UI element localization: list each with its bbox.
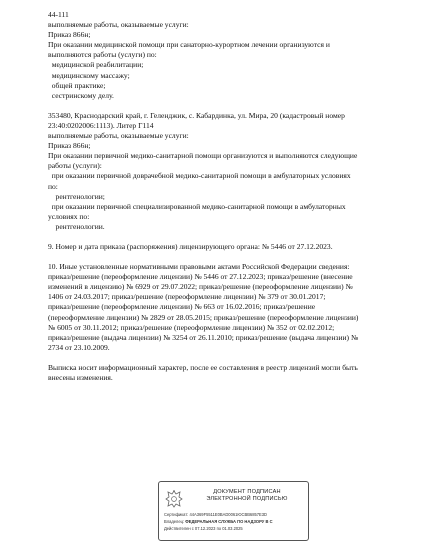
doc-line: работы (услуги): [48,161,102,171]
owner-line [164,519,309,524]
doc-line: приказ/решение (выдача лицензии) № 3254 от 26.11.2010; приказ/решение (выдача лицензии) № [48,332,359,342]
doc-line: выполняемые работы, оказываемые услуги: [48,131,189,141]
doc-line: 10. Иные установленные нормативными правовыми актами Российской Федерации сведения: [48,262,350,272]
disclaimer-section [48,363,400,383]
doc-line: выполняемые работы, оказываемые услуги: [48,20,189,30]
certificate-label: Сертификат: [164,512,189,517]
doc-line: Выписка носит информационный характер, после ее составления в реестр лицензий могли быть [48,362,358,372]
doc-line: (переоформление лицензии) № 2829 от 28.05.2015; приказ/решение (переоформление лицензии) [48,312,359,322]
doc-line: при оказании первичной доврачебной медико-санитарной помощи в амбулаторных условиях [48,171,351,181]
doc-line: рентгенологии; [48,191,105,201]
doc-line: медицинскому массажу; [48,70,130,80]
doc-line: 9. Номер и дата приказа (распоряжения) лицензирующего органа: № 5446 от 27.12.2023. [48,241,333,251]
paragraph-gap [48,101,400,111]
doc-line: При оказании медицинской помощи при санаторно-курортном лечении организуются и [48,40,330,50]
certificate-value: 44A369F5511E0BAD0061ЮСВВ6857E3D [189,512,267,517]
doc-line: медицинской реабилитации; [48,60,144,70]
paragraph-gap [48,252,400,262]
doc-line: 23:40:0202006:1113). Литер Г114 [48,120,154,130]
doc-line: При оказании первичной медико-санитарной помощи организуются и выполняются следующие [48,151,358,161]
doc-line: Приказ 866н; [48,141,91,151]
owner-value: ФЕДЕРАЛЬНАЯ СЛУЖБА ПО НАДЗОРУ В С [185,519,273,524]
doc-line: изменений в лицензию) № 6929 от 29.07.2022; приказ/решение (переоформление лицензии) № [48,282,353,292]
doc-line: 353480, Краснодарский край, г. Геленджик, с. Кабардинка, ул. Мира, 20 (кадастровый номер [48,110,345,120]
order-number-section [48,242,400,252]
doc-line: приказ/решение (переоформление лицензии) № 5446 от 27.12.2023; приказ/решение (внесение [48,272,353,282]
doc-line: 2734 от 23.10.2009. [48,342,110,352]
doc-line: 1406 от 24.03.2017; приказ/решение (переоформление лицензии) № 379 от 30.01.2017; [48,292,326,302]
other-info-section [48,262,400,353]
doc-line: сестринскому делу. [48,90,114,100]
doc-line: условиях по: [48,211,90,221]
validity-line: Действителен с 07.12.2023 по 01.03.2025 [164,526,243,531]
stamp-title [187,489,307,503]
paragraph-gap [48,232,400,242]
document-body [48,10,400,383]
doc-line: приказ/решение (переоформление лицензии) № 663 от 16.02.2016; приказ/решение [48,302,316,312]
doc-line: № 6005 от 30.11.2012; приказ/решение (переоформление лицензии) № 352 от 02.02.2012; [48,322,335,332]
certificate-line [164,512,309,517]
doc-line: Приказ 866н; [48,30,91,40]
electronic-signature-stamp [158,481,309,541]
coat-of-arms-icon [165,489,183,509]
activity-block-address [48,111,400,232]
doc-line: по: [48,181,58,191]
activity-block-sanatorium [48,10,400,101]
doc-line: при оказании первичной специализированной медико-санитарной помощи в амбулаторных [48,201,346,211]
stamp-title-line: ДОКУМЕНТ ПОДПИСАН [213,489,281,495]
doc-line: рентгенологии. [48,221,105,231]
doc-line: внесены изменения. [48,373,113,382]
stamp-title-line: ЭЛЕКТРОННОЙ ПОДПИСЬЮ [206,496,288,503]
owner-label: Владелец: [164,519,185,524]
doc-line: 44-111 [48,10,69,19]
doc-line: общей практике; [48,80,106,90]
paragraph-gap [48,353,400,363]
doc-line: выполняются работы (услуги) по: [48,50,157,60]
